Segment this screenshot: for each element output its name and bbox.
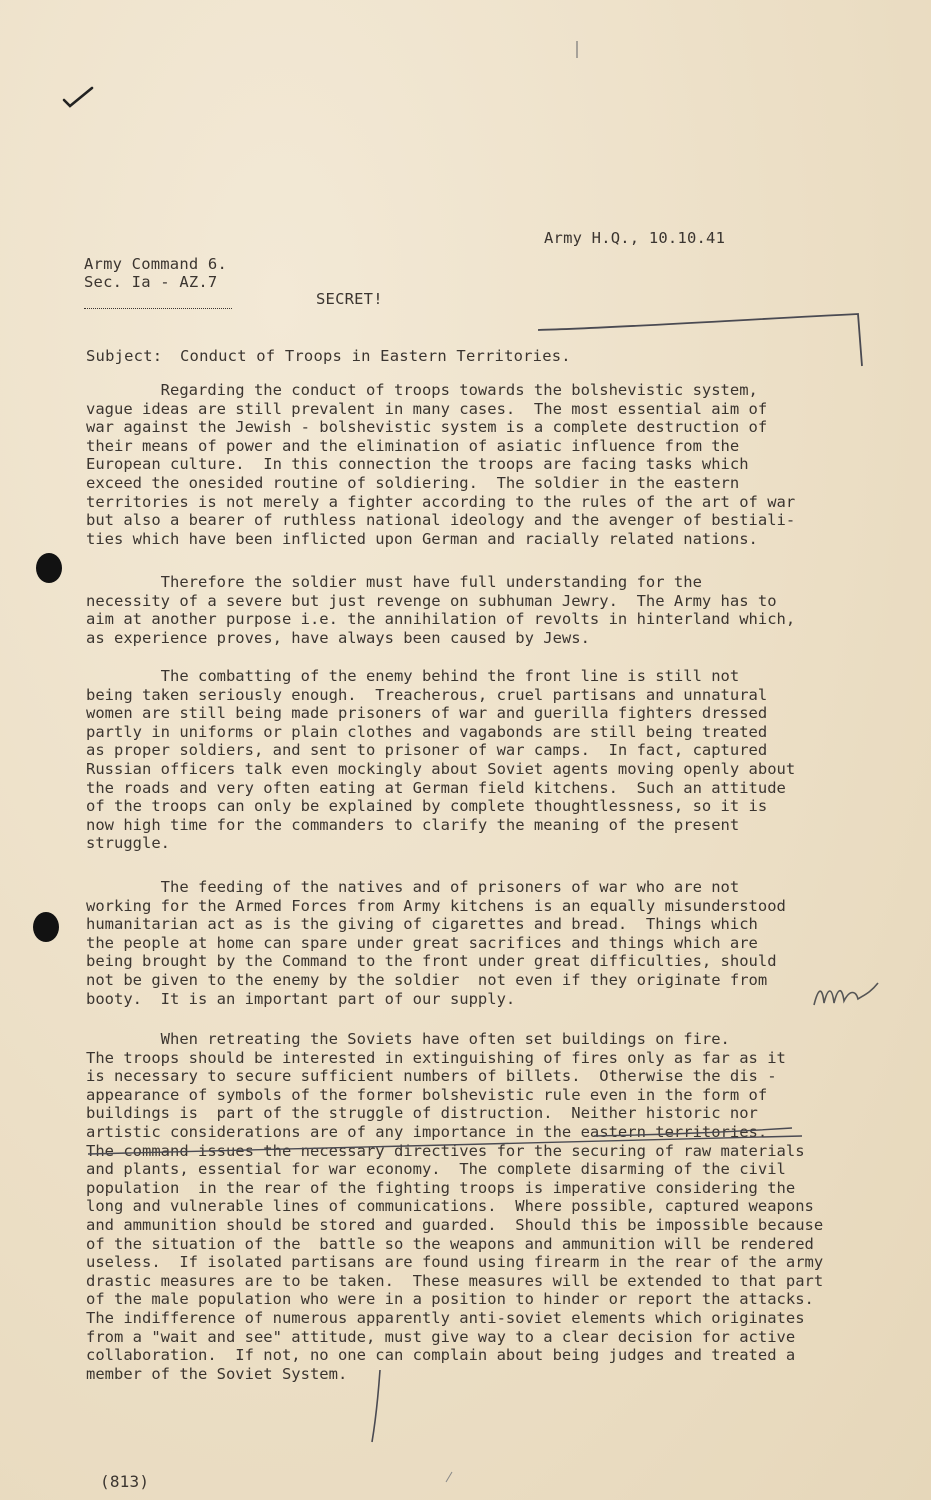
page-number: (813) [100, 1472, 150, 1491]
text-line: Regarding the conduct of troops towards the bolshevistic system, [86, 381, 758, 399]
text-line: women are still being made prisoners of war and guerilla fighters dressed [86, 704, 768, 723]
text-line: The indifference of numerous apparently anti-soviet elements which originates [86, 1308, 805, 1327]
pencil-tick-top-icon [574, 40, 580, 60]
paragraph-2 [86, 573, 866, 647]
punch-hole-top [36, 553, 62, 583]
text-line: of the troops can only be explained by complete thoughtlessness, so it is [86, 797, 768, 816]
text-line: not be given to the enemy by the soldier not even if they originate from [86, 970, 768, 989]
text-line: vague ideas are still prevalent in many cases. The most essential aim of [86, 399, 768, 418]
text-line: as proper soldiers, and sent to prisoner of war camps. In fact, captured [86, 741, 768, 760]
text-line: working for the Armed Forces from Army kitchens is an equally misunderstood [86, 896, 786, 915]
text-line: humanitarian act as is the giving of cigarettes and bread. Things which [86, 915, 758, 934]
text-line: being taken seriously enough. Treacherous, cruel partisans and unnatural [86, 685, 768, 704]
text-line: collaboration. If not, no one can complain about being judges and treated a [86, 1346, 796, 1365]
text-line: of the situation of the battle so the weapons and ammunition will be rendered [86, 1234, 814, 1253]
text-line: appearance of symbols of the former bolshevistic rule even in the form of [86, 1085, 768, 1104]
pencil-bracket-line [536, 310, 866, 370]
check-mark-icon [62, 86, 96, 108]
text-line: The combatting of the enemy behind the front line is still not [86, 667, 740, 685]
text-line: of the male population who were in a position to hinder or report the attacks. [86, 1290, 814, 1309]
text-line: useless. If isolated partisans are found using firearm in the rear of the army [86, 1253, 824, 1272]
pencil-tick-bottom-icon [444, 1470, 454, 1484]
text-line: drastic measures are to be taken. These measures will be extended to that part [86, 1271, 824, 1290]
paragraph-3 [86, 667, 866, 853]
text-line: buildings is part of the struggle of distruction. Neither historic nor [86, 1104, 758, 1123]
paragraph-5 [86, 1030, 866, 1383]
text-line: the people at home can spare under great sacrifices and things which are [86, 933, 758, 952]
text-line: territories is not merely a fighter according to the rules of the art of war [86, 492, 796, 511]
text-line: population in the rear of the fighting troops is imperative considering the [86, 1178, 796, 1197]
text-line: necessity of a severe but just revenge on subhuman Jewry. The Army has to [86, 591, 777, 610]
text-line: When retreating the Soviets have often set buildings on fire. [86, 1030, 730, 1048]
subject-label: Subject: [86, 347, 163, 365]
text-line: The troops should be interested in extinguishing of fires only as far as it [86, 1048, 786, 1067]
text-line: exceed the onesided routine of soldiering. The soldier in the eastern [86, 473, 740, 492]
text-line: the roads and very often eating at German field kitchens. Such an attitude [86, 778, 786, 797]
pencil-strike-line [86, 1134, 806, 1158]
section-line: Sec. Ia - AZ.7 [84, 273, 218, 291]
text-line: The feeding of the natives and of prisoners of war who are not [86, 878, 740, 896]
text-line: as experience proves, have always been caused by Jews. [86, 628, 590, 647]
text-line: European culture. In this connection the troops are facing tasks which [86, 455, 749, 474]
subject-text: Conduct of Troops in Eastern Territories. [180, 347, 571, 365]
text-line: long and vulnerable lines of communications. Where possible, captured weapons [86, 1197, 814, 1216]
punch-hole-bottom [33, 912, 59, 942]
text-line: member of the Soviet System. [86, 1364, 348, 1383]
date-line: Army H.Q., 10.10.41 [544, 229, 726, 247]
text-line: now high time for the commanders to clarify the meaning of the present [86, 815, 740, 834]
text-line: artistic considerations are of any importance in the eastern territories. [86, 1122, 768, 1141]
text-line: but also a bearer of ruthless national ideology and the avenger of bestiali- [86, 511, 796, 530]
text-line: from a "wait and see" attitude, must give way to a clear decision for active [86, 1327, 796, 1346]
text-line: booty. It is an important part of our supply. [86, 989, 516, 1008]
text-line: aim at another purpose i.e. the annihilation of revolts in hinterland which, [86, 610, 796, 629]
text-line: ties which have been inflicted upon German and racially related nations. [86, 529, 758, 548]
text-line: and ammunition should be stored and guarded. Should this be impossible because [86, 1215, 824, 1234]
command-line: Army Command 6. [84, 255, 227, 273]
text-line: partly in uniforms or plain clothes and vagabonds are still being treated [86, 722, 768, 741]
text-line: struggle. [86, 834, 170, 853]
text-line: The command issues the necessary directives for the securing of raw materials [86, 1141, 805, 1160]
text-line: being brought by the Command to the front under great difficulties, should [86, 952, 777, 971]
text-line: war against the Jewish - bolshevistic system is a complete destruction of [86, 418, 768, 437]
text-line: Therefore the soldier must have full understanding for the [86, 573, 702, 591]
header-divider [84, 308, 232, 309]
paragraph-4 [86, 878, 866, 1008]
text-line: is necessary to secure sufficient numbers of billets. Otherwise the dis - [86, 1067, 777, 1086]
paragraph-1 [86, 381, 866, 548]
text-line: and plants, essential for war economy. The complete disarming of the civil [86, 1160, 786, 1179]
classification-label: SECRET! [316, 290, 383, 308]
text-line: Russian officers talk even mockingly about Soviet agents moving openly about [86, 759, 796, 778]
text-line: their means of power and the elimination of asiatic influence from the [86, 436, 740, 455]
